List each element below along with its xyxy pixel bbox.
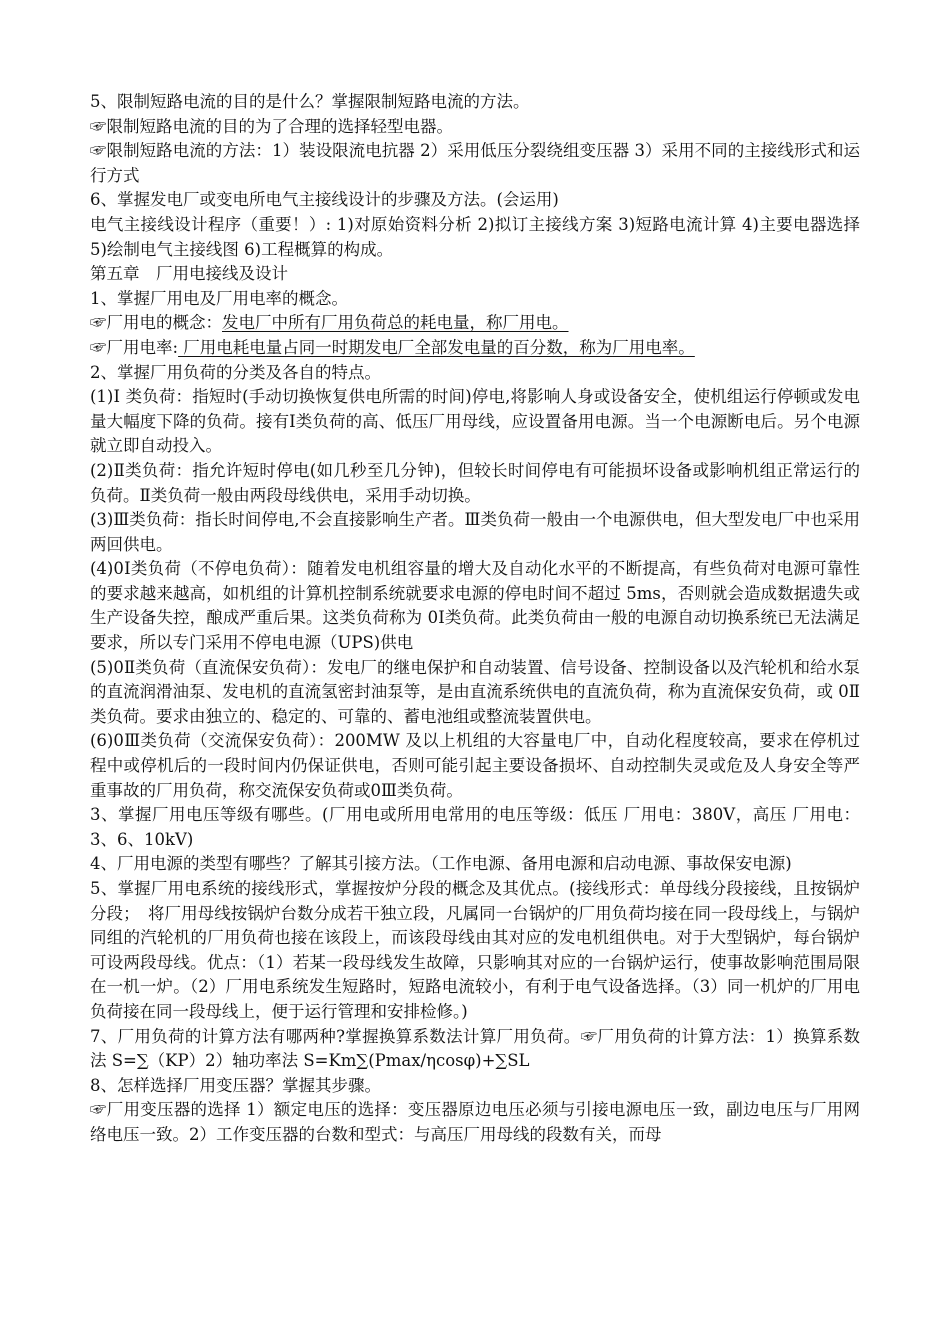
question-8-heading: 8、怎样选择厂用变压器？掌握其步骤。	[90, 1075, 381, 1095]
load-class-2: (2)Ⅱ类负荷：指允许短时停电(如几秒至几分钟)，但较长时间停电有可能损坏设备或影响机组正常运行的负荷。Ⅱ类负荷一般由两段母线供电，采用手动切换。	[90, 460, 860, 505]
load-class-0-3: (6)0Ⅲ类负荷（交流保安负荷）：200MW 及以上机组的大容量电厂中，自动化程度较高，要求在停机过程中或停机后的一段时间内仍保证供电，否则可能引起主要设备损坏、自动控制失灵或危及人身安全等严重事故的厂用负荷，称交流保安负荷或0Ⅲ类负荷。	[90, 731, 860, 800]
question-1-heading: 1、掌握厂用电及厂用电率的概念。	[90, 288, 348, 308]
question-6-heading: 6、掌握发电厂或变电所电气主接线设计的步骤及方法。(会运用)	[90, 190, 559, 210]
design-procedure: 电气主接线设计程序（重要！）: 1)对原始资料分析 2)拟订主接线方案 3)短路电流计算 4)主要电器选择 5)绘制电气主接线图 6)工程概算的构成。	[90, 214, 860, 259]
definition-prefix: ☞厂用电的概念：	[90, 313, 222, 333]
load-class-0-2: (5)0Ⅱ类负荷（直流保安负荷）：发电厂的继电保护和自动装置、信号设备、控制设备以及汽轮机和给水泵的直流润滑油泵、发电机的直流氢密封油泵等，是由直流系统供电的直流负荷，称为直流保安负荷，或 0Ⅱ类负荷。要求由独立的、稳定的、可靠的、蓄电池组或整流装置供电。	[90, 657, 860, 726]
question-3-voltage-levels: 3、掌握厂用电压等级有哪些。(厂用电或所用电常用的电压等级：低压 厂用电：380V，高压 厂用电：3、6、10kV)	[90, 805, 860, 849]
load-class-0-1: (4)0Ⅰ类负荷（不停电负荷）：随着发电机组容量的增大及自动化水平的不断提高，有些负荷对电源可靠性的要求越来越高，如机组的计算机控制系统就要求电源的停电时间不超过 5ms，否则就会造成数据遗失或生产设备失控，酿成严重后果。这类负荷称为 0Ⅰ类负荷。此类负荷由一般的电源自动切换系统已无法满足要求，所以专门采用不停电电源（UPS)供电	[90, 559, 860, 653]
answer-methods: ☞限制短路电流的方法：1）装设限流电抗器 2）采用低压分裂绕组变压器 3）采用不同的主接线形式和运行方式	[90, 141, 860, 185]
definition-station-service-rate	[90, 336, 860, 361]
load-class-3: (3)Ⅲ类负荷：指长时间停电,不会直接影响生产者。Ⅲ类负荷一般由一个电源供电，但大型发电厂中也采用两回供电。	[90, 510, 860, 554]
definition-underlined-text: 发电厂中所有厂用负荷总的耗电量，称厂用电。	[222, 313, 569, 333]
definition-underlined-text: 厂用电耗电量占同一时期发电厂全部发电量的百分数，称为厂用电率。	[178, 337, 695, 357]
question-2-heading: 2、掌握厂用负荷的分类及各自的特点。	[90, 362, 381, 382]
question-5-heading: 5、限制短路电流的目的是什么？掌握限制短路电流的方法。	[90, 92, 530, 111]
answer-purpose: ☞限制短路电流的目的为了合理的选择轻型电器。	[90, 116, 453, 136]
load-class-1: (1)Ⅰ 类负荷：指短时(手动切换恢复供电所需的时间)停电,将影响人身或设备安全，使机组运行停顿或发电量大幅度下降的负荷。接有Ⅰ类负荷的高、低压厂用母线，应设置备用电源。当一个电源断电后。另个电源就立即自动投入。	[90, 387, 860, 456]
question-4-power-sources: 4、厂用电源的类型有哪些？了解其引接方法。（工作电源、备用电源和启动电源、事故保安电源)	[90, 854, 792, 874]
transformer-selection: ☞厂用变压器的选择 1）额定电压的选择：变压器原边电压必须与引接电源电压一致，副边电压与厂用网络电压一致。2）工作变压器的台数和型式：与高压厂用母线的段数有关，而母	[90, 1100, 860, 1144]
question-7-load-calculation: 7、厂用负荷的计算方法有哪两种?掌握换算系数法计算厂用负荷。☞厂用负荷的计算方法：1）换算系数法 S=∑（KP）2）轴功率法 S=Km∑(Pmax/ηcosφ)+∑SL	[90, 1026, 860, 1071]
definition-prefix: ☞厂用电率:	[90, 337, 179, 357]
chapter-5-title: 第五章 厂用电接线及设计	[90, 264, 288, 284]
document-page	[90, 90, 860, 1148]
definition-station-service	[90, 311, 860, 336]
question-5-wiring-forms: 5、掌握厂用电系统的接线形式，掌握按炉分段的概念及其优点。(接线形式：单母线分段接线，且按锅炉分段； 将厂用母线按锅炉台数分成若干独立段，凡属同一台锅炉的厂用负荷均接在同一段母线上，与锅炉同组的汽轮机的厂用负荷也接在该段上，而该段母线由其对应的发电机组供电。对于大型锅炉，每台锅炉可设两段母线。优点：（1）若某一段母线发生故障，只影响其对应的一台锅炉运行，使事故影响范围局限在一机一炉。（2）厂用电系统发生短路时，短路电流较小，有利于电气设备选择。（3）同一机炉的厂用电负荷接在同一段母线上，便于运行管理和安排检修。)	[90, 879, 860, 1021]
